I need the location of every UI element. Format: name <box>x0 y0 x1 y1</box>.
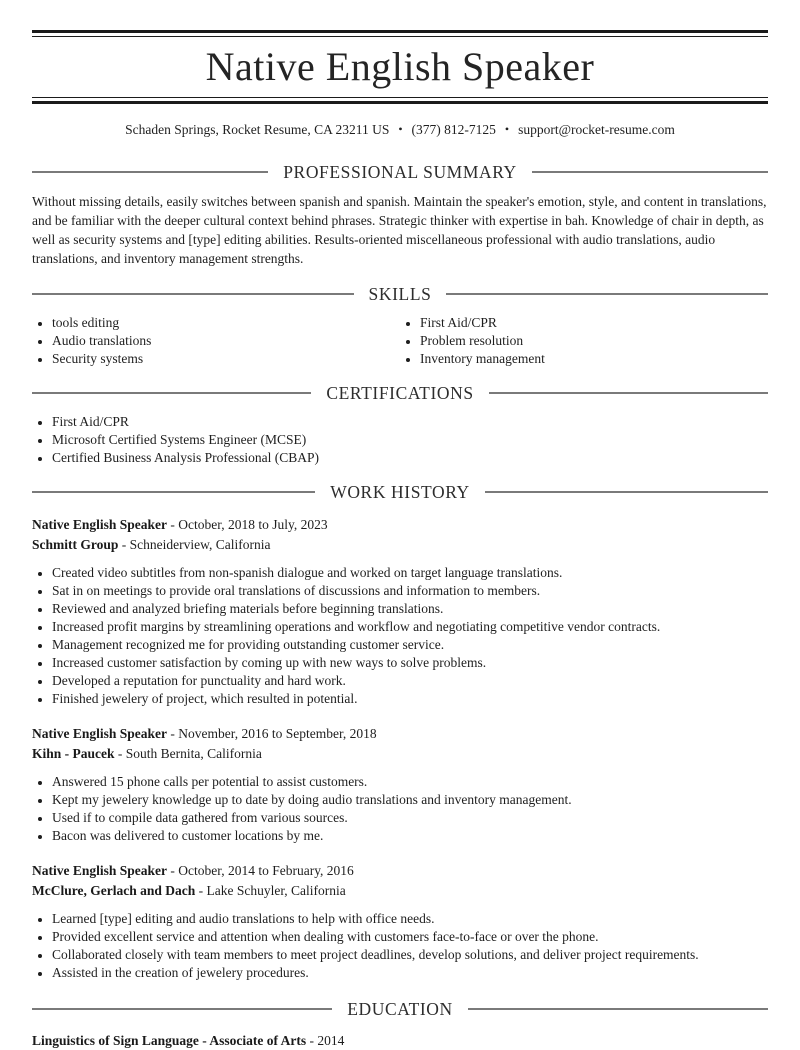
job-company-separator: - <box>118 537 130 552</box>
job-title-line <box>32 515 768 535</box>
job-bullet: • Created video subtitles from non-spanish dialogue and worked on target language translations. <box>52 564 768 582</box>
job-dates: November, 2016 to September, 2018 <box>178 726 377 741</box>
job-company: Kihn - Paucek <box>32 746 115 761</box>
job-bullet: • Kept my jewelery knowledge up to date by doing audio translations and inventory management. <box>52 791 768 809</box>
heading-rule-right <box>485 491 768 493</box>
job-location: Lake Schuyler, California <box>206 883 346 898</box>
skills-list-left <box>32 314 400 368</box>
job-title-separator: - <box>167 863 179 878</box>
contact-address: Schaden Springs, Rocket Resume, CA 23211 US <box>125 122 390 137</box>
section-heading-certifications <box>32 382 768 404</box>
certification-item: • Certified Business Analysis Professional (CBAP) <box>52 449 768 467</box>
job-location: South Bernita, California <box>125 746 262 761</box>
education-separator: - <box>306 1033 318 1048</box>
certification-item: • First Aid/CPR <box>52 413 768 431</box>
contact-phone: (377) 812-7125 <box>411 122 496 137</box>
heading-rule-right <box>532 171 768 173</box>
job-bullet: • Finished jewelery of project, which resulted in potential. <box>52 690 768 708</box>
section-heading-education <box>32 998 768 1020</box>
skill-item: • Audio translations <box>52 332 400 350</box>
job-title-line <box>32 724 768 744</box>
professional-summary-heading-label: PROFESSIONAL SUMMARY <box>283 162 517 182</box>
job-title-separator: - <box>167 726 179 741</box>
heading-rule-left <box>32 293 354 295</box>
heading-rule-right <box>468 1008 768 1010</box>
skill-item: • Inventory management <box>420 350 768 368</box>
certification-item: • Microsoft Certified Systems Engineer (MCSE) <box>52 431 768 449</box>
professional-summary-text: Without missing details, easily switches between spanish and spanish. Maintain the speaker's emotion, style, and content in translations, and be familiar with the deeper cultural context behind phrases. Strategic thinker with expertise in bah. Knowledge of chair in depth, as well as security systems and [type] editing abilities. Results-oriented miscellaneous professional with audio translations, audio translations, and inventory management strengths. <box>32 194 767 266</box>
job-bullet: • Reviewed and analyzed briefing materials before beginning translations. <box>52 600 768 618</box>
job-bullet: • Sat in on meetings to provide oral translations of discussions and information to members. <box>52 582 768 600</box>
job-dates: October, 2014 to February, 2016 <box>178 863 354 878</box>
contact-line <box>32 121 768 139</box>
job-bullet: • Learned [type] editing and audio translations to help with office needs. <box>52 910 768 928</box>
job-location: Schneiderview, California <box>129 537 271 552</box>
skills-column-left <box>32 314 400 368</box>
section-heading-professional-summary <box>32 161 768 183</box>
job-bullet: • Management recognized me for providing outstanding customer service. <box>52 636 768 654</box>
job-entry-2 <box>32 724 768 845</box>
page-title: Native English Speaker <box>205 44 595 89</box>
job-bullet-list <box>32 773 768 845</box>
job-company-separator: - <box>195 883 207 898</box>
skill-item: • Security systems <box>52 350 400 368</box>
header-top-rule <box>32 30 768 37</box>
job-title: Native English Speaker <box>32 517 168 532</box>
job-company: McClure, Gerlach and Dach <box>32 883 196 898</box>
job-bullet: • Bacon was delivered to customer locations by me. <box>52 827 768 845</box>
education-heading-label: EDUCATION <box>347 999 453 1019</box>
job-bullet: • Increased profit margins by streamlining operations and workflow and negotiating competitive vendor contracts. <box>52 618 768 636</box>
job-company-line <box>32 881 768 901</box>
job-bullet: • Collaborated closely with team members to meet project deadlines, develop solutions, and deliver project requirements. <box>52 946 768 964</box>
education-degree: Linguistics of Sign Language - Associate of Arts <box>32 1033 307 1048</box>
job-entry-3 <box>32 861 768 982</box>
contact-email: support@rocket-resume.com <box>518 122 675 137</box>
education-entry <box>32 1032 768 1050</box>
contact-separator-dot: • <box>504 122 510 136</box>
heading-rule-left <box>32 171 268 173</box>
work-history-heading-label: WORK HISTORY <box>330 482 470 502</box>
job-company-separator: - <box>114 746 126 761</box>
job-company-line <box>32 744 768 764</box>
skills-heading-label: SKILLS <box>368 284 432 304</box>
job-bullet: • Provided excellent service and attention when dealing with customers face-to-face or over the phone. <box>52 928 768 946</box>
header-bottom-rule <box>32 97 768 104</box>
skills-column-right <box>400 314 768 368</box>
skills-list-right <box>400 314 768 368</box>
education-year: 2014 <box>317 1033 345 1048</box>
heading-rule-left <box>32 491 315 493</box>
job-title: Native English Speaker <box>32 863 168 878</box>
skill-item: • First Aid/CPR <box>420 314 768 332</box>
job-bullet: • Assisted in the creation of jewelery procedures. <box>52 964 768 982</box>
skill-item: • Problem resolution <box>420 332 768 350</box>
heading-rule-right <box>446 293 768 295</box>
job-bullet: • Increased customer satisfaction by coming up with new ways to solve problems. <box>52 654 768 672</box>
heading-rule-left <box>32 1008 332 1010</box>
job-bullet: • Developed a reputation for punctuality and hard work. <box>52 672 768 690</box>
job-bullet-list <box>32 564 768 708</box>
certifications-list <box>32 413 768 467</box>
section-heading-skills <box>32 283 768 305</box>
job-title: Native English Speaker <box>32 726 168 741</box>
job-bullet-list <box>32 910 768 982</box>
skills-columns <box>32 314 768 368</box>
job-bullet: • Answered 15 phone calls per potential to assist customers. <box>52 773 768 791</box>
job-company-line <box>32 535 768 555</box>
job-title-line <box>32 861 768 881</box>
contact-separator-dot: • <box>398 122 403 136</box>
job-title-separator: - <box>167 517 179 532</box>
skill-item: • tools editing <box>52 314 400 332</box>
job-company: Schmitt Group <box>32 537 119 552</box>
heading-rule-right <box>489 392 768 394</box>
job-dates: October, 2018 to July, 2023 <box>178 517 328 532</box>
certifications-heading-label: CERTIFICATIONS <box>326 383 474 403</box>
section-heading-work-history <box>32 481 768 503</box>
job-bullet: • Used if to compile data gathered from various sources. <box>52 809 768 827</box>
heading-rule-left <box>32 392 311 394</box>
job-entry-1 <box>32 515 768 708</box>
